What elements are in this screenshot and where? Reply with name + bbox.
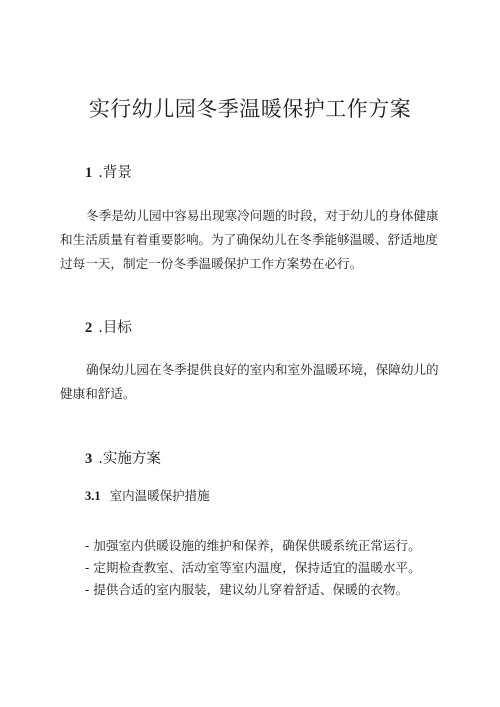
section-number: 1 <box>85 165 93 181</box>
indoor-measures-list <box>85 535 465 601</box>
paragraph-line: 健康和舒适。 <box>60 386 136 401</box>
section-heading-background <box>85 163 132 183</box>
document-title: 实行幼儿园冬季温暖保护工作方案 <box>88 97 412 121</box>
subsection-title: 室内温暖保护措施 <box>109 488 210 503</box>
section-paragraph-background <box>60 204 444 276</box>
subsection-heading-indoor <box>85 487 210 505</box>
list-item: - 提供合适的室内服装，建议幼儿穿着舒适、保暖的衣物。 <box>85 582 409 597</box>
paragraph-line: 冬季是幼儿园中容易出现寒冷问题的时段，对于幼儿的身体健康 <box>86 208 439 223</box>
paragraph-line: 和生活质量有着重要影响。为了确保幼儿在冬季能够温暖、舒适地度 <box>60 232 438 247</box>
section-title: .目标 <box>98 320 132 336</box>
list-item: - 加强室内供暖设施的维护和保养，确保供暖系统正常运行。 <box>85 538 421 553</box>
subsection-number: 3.1 <box>85 489 101 503</box>
section-number: 3 <box>85 451 93 467</box>
section-number: 2 <box>85 320 93 336</box>
section-title: .实施方案 <box>98 451 161 467</box>
section-heading-goal <box>85 318 132 338</box>
section-heading-plan <box>85 449 161 469</box>
section-paragraph-goal <box>60 358 444 406</box>
list-item: - 定期检查教室、活动室等室内温度，保持适宜的温暖水平。 <box>85 560 421 575</box>
section-title: .背景 <box>98 165 132 181</box>
paragraph-line: 过每一天，制定一份冬季温暖保护工作方案势在必行。 <box>60 256 363 271</box>
paragraph-line: 确保幼儿园在冬季提供良好的室内和室外温暖环境，保障幼儿的 <box>86 362 439 377</box>
